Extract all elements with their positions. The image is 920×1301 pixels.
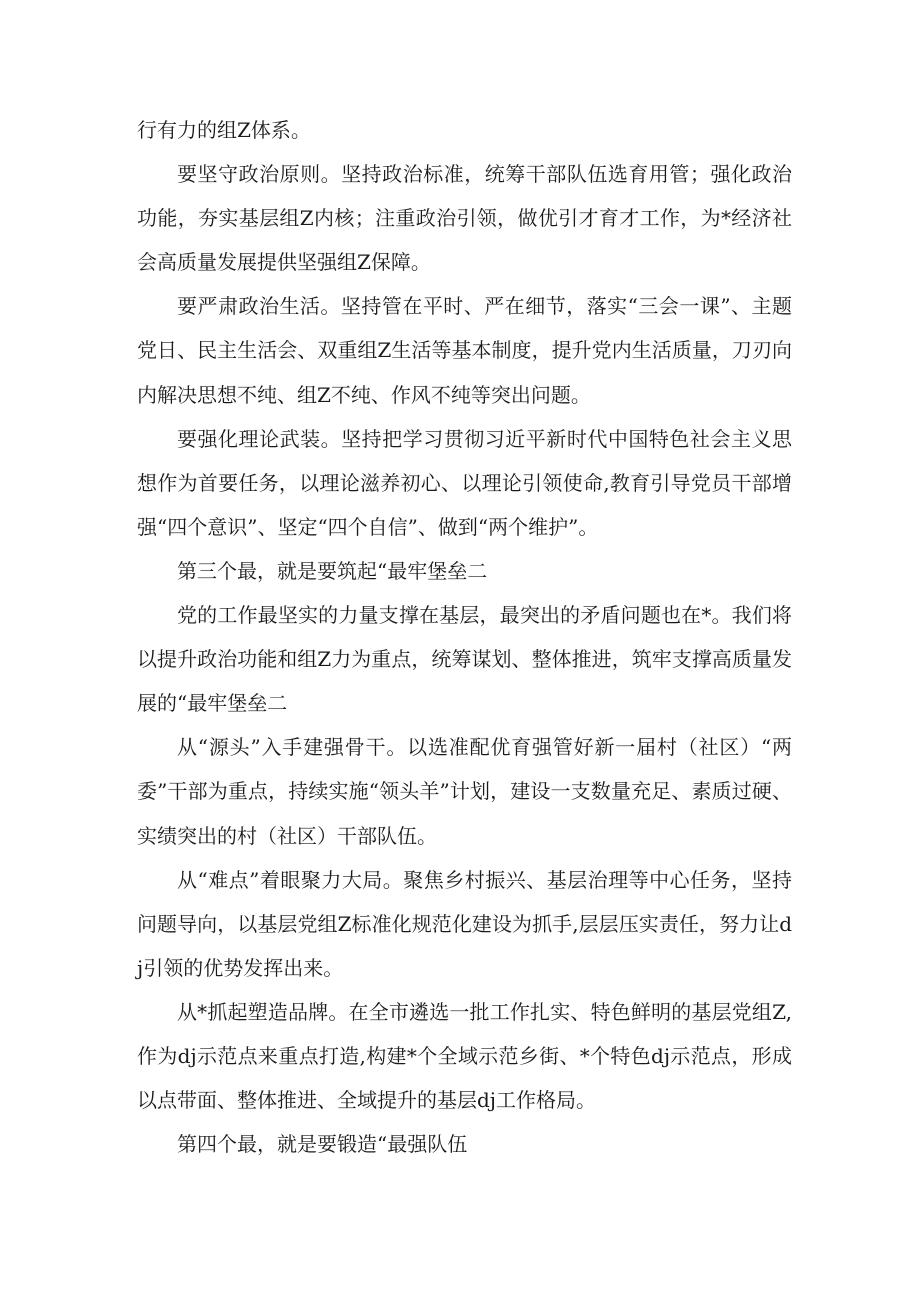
- paragraph-political-life: 要严肃政治生活。坚持管在平时、严在细节，落实“三会一课”、主题党日、民主生活会、双重组Z生活等基本制度，提升党内生活质量，刀刃向内解决思想不纯、组Z不纯、作风不纯等突出问题。: [137, 294, 792, 407]
- paragraph-continuation: 行有力的组Z体系。: [137, 118, 311, 142]
- paragraph-brand-building: 从*抓起塑造品牌。在全市遴选一批工作扎实、特色鲜明的基层党组Z,作为dj示范点来重点打造,构建*个全域示范乡街、*个特色dj示范点，形成以点带面、整体推进、全域提升的基层dj工作格局。: [137, 999, 792, 1113]
- paragraph-theory-armament: 要强化理论武装。坚持把学习贯彻习近平新时代中国特色社会主义思想作为首要任务，以理论滋养初心、以理论引领使命,教育引导党员干部增强“四个意识”、坚定“四个自信”、做到“两个维护”。: [137, 426, 792, 539]
- paragraph-grassroots-work: 党的工作最坚实的力量支撑在基层，最突出的矛盾问题也在*。我们将以提升政治功能和组Z力为重点，统筹谋划、整体推进，筑牢支撑高质量发展的“最牢堡垒二: [137, 603, 792, 716]
- section-heading-third: 第三个最，就是要筑起“最牢堡垒二: [177, 558, 488, 583]
- paragraph-difficulty-focus: 从“难点”着眼聚力大局。聚焦乡村振兴、基层治理等中心任务，坚持问题导向，以基层党组Z标准化规范化建设为抓手,层层压实责任，努力让dj引领的优势发挥出来。: [137, 867, 792, 980]
- section-heading-fourth: 第四个最，就是要锻造“最强队伍: [177, 1132, 468, 1157]
- document-body: [137, 108, 792, 1166]
- paragraph-source-backbone: 从“源头”入手建强骨干。以选准配优育强管好新一届村（社区）“两委”干部为重点，持续实施“领头羊”计划，建设一支数量充足、素质过硬、实绩突出的村（社区）干部队伍。: [137, 735, 792, 848]
- paragraph-political-principles: 要坚守政治原则。坚持政治标准，统筹干部队伍选育用管；强化政治功能，夯实基层组Z内核；注重政治引领，做优引才育才工作，为*经济社会高质量发展提供坚强组Z保障。: [137, 162, 792, 275]
